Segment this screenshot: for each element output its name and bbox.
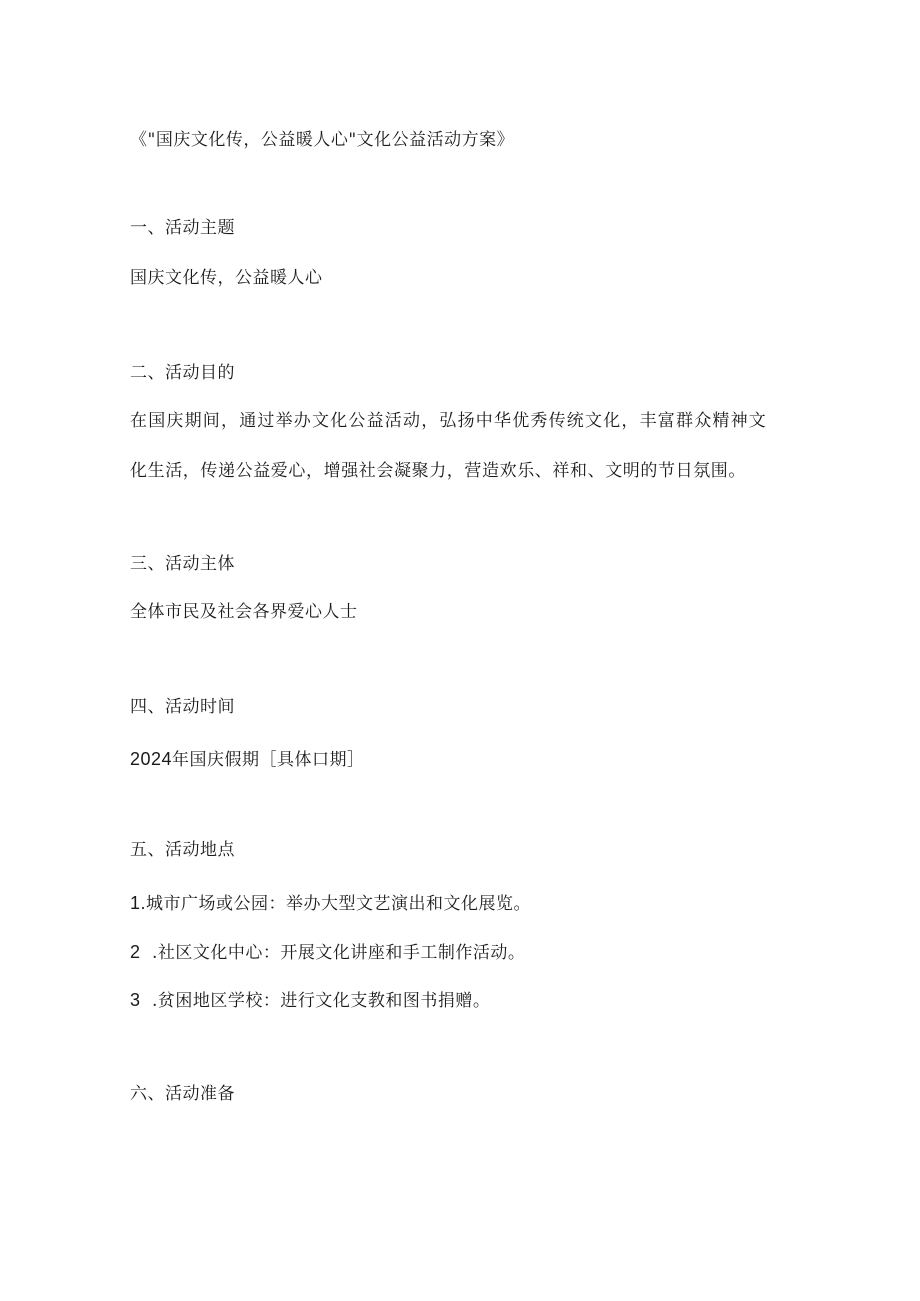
list-item-number: 3 bbox=[130, 990, 141, 1010]
section-heading-theme: 一、活动主题 bbox=[130, 218, 235, 238]
list-item-text: .贫困地区学校：进行文化支教和图书捐赠。 bbox=[152, 991, 491, 1011]
list-item-text: .社区文化中心：开展文化讲座和手工制作活动。 bbox=[152, 943, 526, 963]
section-heading-time: 四、活动时间 bbox=[130, 697, 235, 717]
location-list-item bbox=[130, 941, 525, 964]
section-text-purpose-line1: 在国庆期间，通过举办文化公益活动，弘扬中华优秀传统文化，丰富群众精神文 bbox=[130, 411, 767, 431]
year-number: 2024 bbox=[130, 749, 173, 769]
document-title: 《"国庆文化传，公益暖人心"文化公益活动方案》 bbox=[130, 130, 515, 150]
section-heading-preparation: 六、活动准备 bbox=[130, 1084, 235, 1104]
list-item-text: 城市广场或公园：举办大型文艺演出和文化展览。 bbox=[146, 894, 532, 914]
section-text-theme: 国庆文化传，公益暖人心 bbox=[130, 268, 323, 288]
section-heading-purpose: 二、活动目的 bbox=[130, 363, 235, 383]
section-text-purpose-line2: 化生活，传递公益爱心，增强社会凝聚力，营造欢乐、祥和、文明的节日氛围。 bbox=[130, 461, 746, 481]
location-list-item bbox=[130, 892, 531, 915]
list-item-number: 2 bbox=[130, 942, 141, 962]
list-item-number: 1. bbox=[130, 893, 147, 913]
section-heading-location: 五、活动地点 bbox=[130, 840, 235, 860]
location-list-item bbox=[130, 989, 490, 1012]
section-heading-participants: 三、活动主体 bbox=[130, 554, 235, 574]
section-text-time bbox=[130, 748, 365, 771]
section-text-participants: 全体市民及社会各界爱心人士 bbox=[130, 602, 358, 622]
time-description: 年国庆假期［具体口期］ bbox=[172, 750, 365, 770]
